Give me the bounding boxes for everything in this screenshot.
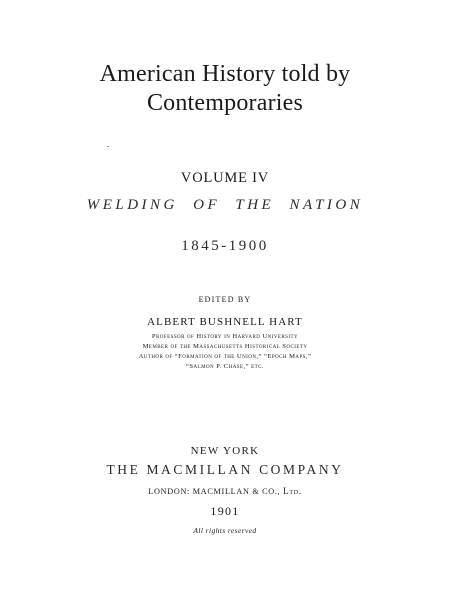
imprint-london (0, 487, 450, 496)
imprint-london-text: LONDON: MACMILLAN & CO., (148, 487, 281, 496)
imprint-london-ltd: Ltd. (283, 486, 302, 496)
book-title-line-2: Contemporaries (146, 90, 304, 116)
imprint-city: NEW YORK (190, 445, 260, 457)
editor-credential-4: “Salmon P. Chase,” etc. (186, 363, 264, 370)
editor-name: ALBERT BUSHNELL HART (147, 316, 303, 328)
rights-notice: All rights reserved (193, 526, 257, 535)
publisher-name: THE MACMILLAN COMPANY (106, 462, 344, 477)
editor-credential-2: Member of the Massachusetts Historical Society (142, 343, 308, 350)
print-speck (107, 146, 109, 147)
volume-years: 1845-1900 (181, 238, 269, 254)
book-title-line-1: American History told by (99, 61, 351, 87)
volume-number: VOLUME IV (180, 170, 270, 186)
editor-credential-3: Author of “Formation of the Union,” “Epoch Maps,” (138, 353, 312, 360)
volume-subtitle: WELDING OF THE NATION (86, 197, 364, 213)
publication-year: 1901 (210, 504, 240, 518)
edited-by-label: EDITED BY (198, 295, 252, 304)
editor-credential-1: Professor of History in Harvard University (151, 333, 299, 340)
